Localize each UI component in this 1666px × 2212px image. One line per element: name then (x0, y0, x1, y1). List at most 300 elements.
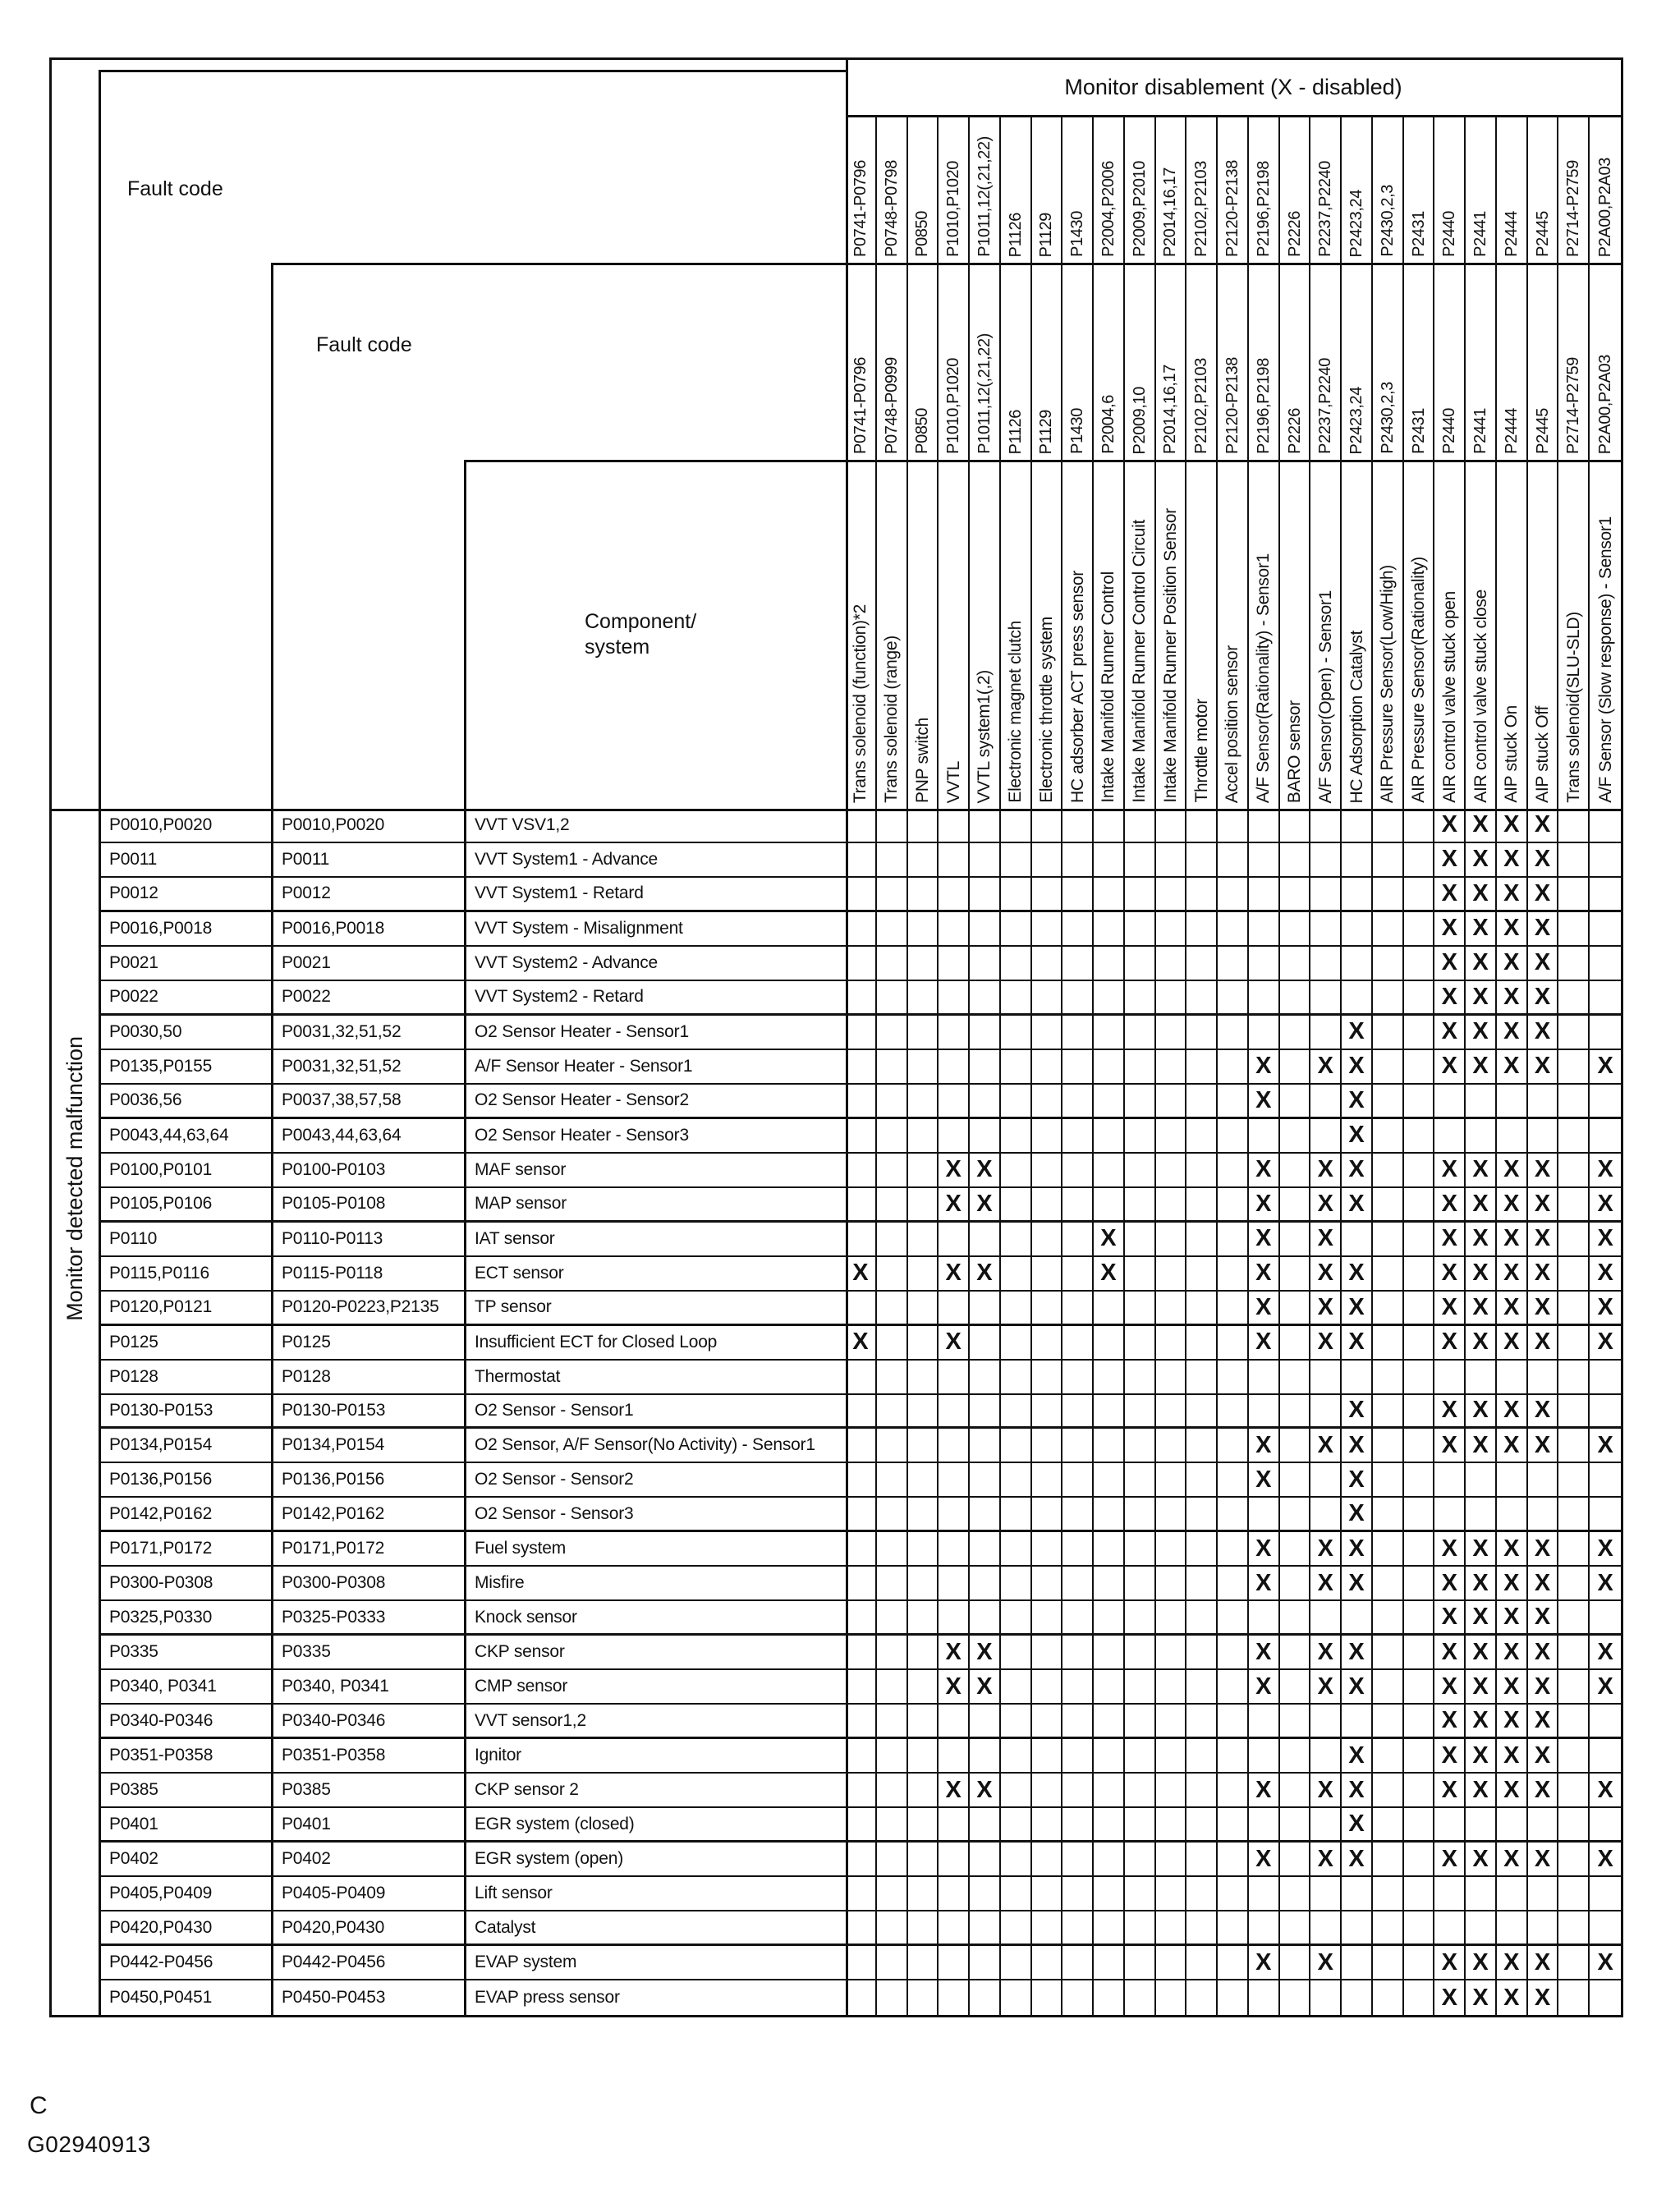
monitor-cell (1156, 1188, 1187, 1223)
monitor-cell (1032, 809, 1063, 843)
monitor-cell (1032, 981, 1063, 1016)
fault-code-2-cell: P0450-P0453 (282, 1988, 386, 2007)
disabled-x-mark: X (1310, 1223, 1342, 1257)
monitor-cell (1156, 843, 1187, 878)
disabled-x-mark: X (1434, 1774, 1466, 1808)
monitor-cell (1218, 1911, 1249, 1946)
monitor-cell (1249, 878, 1280, 912)
disabled-x-mark: X (1342, 1326, 1373, 1361)
monitor-cell (908, 1636, 939, 1670)
monitor-component-header-label: VVTL system1(,2) (975, 669, 994, 803)
disabled-x-mark: X (1590, 1532, 1621, 1567)
monitor-cell (877, 1154, 908, 1188)
monitor-cell (1094, 1085, 1125, 1119)
monitor-cell (877, 1911, 908, 1946)
monitor-cell (1218, 1532, 1249, 1567)
monitor-cell (1310, 1498, 1342, 1532)
fault-code-1-cell: P0021 (99, 947, 271, 981)
monitor-cell (1280, 1361, 1311, 1395)
monitor-cell (1125, 1463, 1156, 1498)
monitor-cell (970, 1705, 1001, 1739)
monitor-cell (1558, 1188, 1590, 1223)
monitor-cell (1280, 1567, 1311, 1601)
disabled-x-mark: X (1310, 1843, 1342, 1877)
monitor-cell (908, 1223, 939, 1257)
monitor-cell (846, 1601, 877, 1636)
fault-code-1-cell: P0110 (99, 1223, 271, 1257)
disabled-x-mark: X (1466, 1292, 1497, 1326)
monitor-cell (908, 947, 939, 981)
fault-code-2-cell: P0031,32,51,52 (271, 1016, 464, 1050)
monitor-cell (1125, 1395, 1156, 1430)
monitor-cell (1373, 1016, 1404, 1050)
monitor-cell (1218, 1429, 1249, 1463)
monitor-cell (1156, 1050, 1187, 1085)
monitor-cell (970, 1877, 1001, 1911)
monitor-cell (1125, 1911, 1156, 1946)
monitor-cell (1094, 1395, 1125, 1430)
monitor-cell (846, 1463, 877, 1498)
disabled-x-mark: X (1310, 1050, 1342, 1085)
monitor-cell (1373, 1292, 1404, 1326)
monitor-cell (1032, 1946, 1063, 1980)
disabled-x-mark: X (1590, 1326, 1621, 1361)
monitor-cell (939, 1705, 970, 1739)
disabled-x-mark: X (939, 1670, 970, 1705)
fault-code-2-cell: P0385 (271, 1774, 464, 1808)
monitor-cell (1125, 1257, 1156, 1292)
monitor-cell (970, 1050, 1001, 1085)
monitor-cell (1404, 1946, 1435, 1980)
disabled-x-mark: X (1497, 1050, 1528, 1085)
monitor-cell (846, 1739, 877, 1774)
monitor-code-header-row1-label: P1011,12(,21,22) (975, 136, 994, 257)
disabled-x-mark: X (1342, 1016, 1373, 1050)
monitor-cell (1310, 1601, 1342, 1636)
monitor-cell (1001, 1154, 1032, 1188)
monitor-cell (908, 1257, 939, 1292)
monitor-cell (1249, 947, 1280, 981)
disabled-x-mark: X (1466, 1429, 1497, 1463)
monitor-cell (939, 1877, 970, 1911)
monitor-cell (1032, 1188, 1063, 1223)
monitor-cell (846, 1395, 877, 1430)
monitor-cell (1497, 1085, 1528, 1119)
monitor-cell (939, 1223, 970, 1257)
grid-line (846, 60, 848, 2015)
monitor-code-header-row1 (1156, 115, 1187, 263)
monitor-cell (970, 1292, 1001, 1326)
fault-code-2-cell: P0335 (271, 1636, 464, 1670)
monitor-cell (1310, 878, 1342, 912)
fault-code-1-cell: P0130-P0153 (99, 1395, 271, 1430)
monitor-cell (1342, 1361, 1373, 1395)
disabled-x-mark: X (1249, 1188, 1280, 1223)
monitor-component-header (1373, 460, 1404, 809)
monitor-code-header-row2 (1404, 263, 1435, 460)
monitor-cell (970, 1498, 1001, 1532)
monitor-component-header (1125, 460, 1156, 809)
monitor-cell (1342, 981, 1373, 1016)
disabled-x-mark: X (1466, 947, 1497, 981)
disabled-x-mark: X (1094, 1257, 1125, 1292)
disabled-x-mark: X (1249, 1567, 1280, 1601)
monitor-cell (1156, 1808, 1187, 1843)
fault-code-2-cell: P0142,P0162 (271, 1498, 464, 1532)
monitor-component-header (1094, 460, 1125, 809)
disabled-x-mark: X (1434, 843, 1466, 878)
disabled-x-mark: X (1590, 1946, 1621, 1980)
monitor-cell (1310, 1361, 1342, 1395)
monitor-cell (1062, 1016, 1094, 1050)
component-cell: CKP sensor 2 (464, 1774, 846, 1808)
monitor-code-header-row1-label: P2431 (1409, 211, 1428, 257)
monitor-cell (1218, 1361, 1249, 1395)
monitor-cell (1280, 809, 1311, 843)
disabled-x-mark: X (1249, 1636, 1280, 1670)
monitor-cell (1218, 1119, 1249, 1154)
monitor-cell (1497, 1877, 1528, 1911)
monitor-cell (1156, 1429, 1187, 1463)
monitor-cell (1186, 1154, 1218, 1188)
disabled-x-mark: X (1466, 1670, 1497, 1705)
monitor-cell (939, 1085, 970, 1119)
monitor-cell (939, 1567, 970, 1601)
monitor-cell (1032, 947, 1063, 981)
disabled-x-mark: X (1466, 1188, 1497, 1223)
monitor-disablement-table (49, 57, 1623, 2017)
monitor-cell (1404, 1154, 1435, 1188)
monitor-cell (1062, 1670, 1094, 1705)
fault-code-1-cell: P0385 (99, 1774, 271, 1808)
monitor-cell (1218, 1463, 1249, 1498)
monitor-cell (908, 1980, 939, 2015)
monitor-cell (1156, 1498, 1187, 1532)
disabled-x-mark: X (846, 1326, 877, 1361)
monitor-cell (846, 1532, 877, 1567)
monitor-component-header-label: A/F Sensor(Rationality) - Sensor1 (1254, 553, 1274, 803)
monitor-cell (1342, 1223, 1373, 1257)
monitor-cell (1590, 1705, 1621, 1739)
monitor-cell (939, 1050, 970, 1085)
monitor-cell (846, 981, 877, 1016)
fault-code-1-cell: P0171,P0172 (99, 1532, 271, 1567)
monitor-cell (908, 1395, 939, 1430)
monitor-cell (1558, 1361, 1590, 1395)
disabled-x-mark: X (1590, 1050, 1621, 1085)
disabled-x-mark: X (1528, 981, 1559, 1016)
disabled-x-mark: X (1590, 1257, 1621, 1292)
grid-line (52, 809, 1621, 811)
monitor-code-header-row1 (1186, 115, 1218, 263)
monitor-cell (1001, 1050, 1032, 1085)
monitor-cell (970, 1532, 1001, 1567)
monitor-code-header-row1 (1032, 115, 1063, 263)
monitor-cell (970, 1601, 1001, 1636)
monitor-cell (1125, 1877, 1156, 1911)
monitor-component-header (1434, 460, 1466, 809)
fault-code-2-cell: P0115-P0118 (271, 1257, 464, 1292)
monitor-cell (908, 1601, 939, 1636)
monitor-cell (1062, 1808, 1094, 1843)
monitor-cell (1590, 1601, 1621, 1636)
monitor-cell (846, 1361, 877, 1395)
monitor-cell (939, 1601, 970, 1636)
monitor-cell (1404, 1223, 1435, 1257)
monitor-code-header-row2-label: P2009,10 (1130, 386, 1149, 454)
disabled-x-mark: X (1528, 1223, 1559, 1257)
disabled-x-mark: X (1342, 1188, 1373, 1223)
fault-code-1-cell: P0402 (99, 1843, 271, 1877)
monitor-cell (1249, 1119, 1280, 1154)
monitor-cell (1156, 1567, 1187, 1601)
disabled-x-mark: X (1249, 1292, 1280, 1326)
disabled-x-mark: X (1466, 1636, 1497, 1670)
monitor-code-header-row2-label: P2102,P2103 (1192, 358, 1211, 454)
disabled-x-mark: X (1497, 1016, 1528, 1050)
monitor-cell (877, 1326, 908, 1361)
disabled-x-mark: X (1466, 1326, 1497, 1361)
monitor-cell (846, 1808, 877, 1843)
fault-code-2-cell: P0136,P0156 (271, 1463, 464, 1498)
monitor-cell (939, 1463, 970, 1498)
monitor-cell (1373, 1946, 1404, 1980)
monitor-cell (1466, 1498, 1497, 1532)
monitor-cell (1404, 878, 1435, 912)
monitor-code-header-row2-label: P2445 (1533, 408, 1552, 454)
monitor-cell (846, 1946, 877, 1980)
monitor-code-header-row2 (1590, 263, 1621, 460)
monitor-code-header-row2 (1528, 263, 1559, 460)
monitor-cell (877, 1532, 908, 1567)
disabled-x-mark: X (846, 1257, 877, 1292)
monitor-cell (1249, 809, 1280, 843)
fault-code-header-1: Fault code (127, 177, 223, 200)
monitor-code-header-row2 (1062, 263, 1094, 460)
disabled-x-mark: X (1342, 1119, 1373, 1154)
monitor-code-header-row1-label: P2445 (1533, 211, 1552, 257)
monitor-cell (846, 1188, 877, 1223)
monitor-code-header-row1-label: P2423,24 (1347, 189, 1366, 257)
monitor-cell (1032, 1361, 1063, 1395)
monitor-cell (1280, 1808, 1311, 1843)
monitor-cell (1094, 1670, 1125, 1705)
monitor-cell (1001, 1016, 1032, 1050)
monitor-cell (1156, 1705, 1187, 1739)
monitor-code-header-row1 (908, 115, 939, 263)
monitor-cell (846, 1877, 877, 1911)
disabled-x-mark: X (1434, 1601, 1466, 1636)
disabled-x-mark: X (1249, 1843, 1280, 1877)
disabled-x-mark: X (1497, 1567, 1528, 1601)
monitor-component-header-label: VVTL (943, 760, 963, 803)
monitor-component-header (1218, 460, 1249, 809)
monitor-cell (877, 1016, 908, 1050)
monitor-component-header (1528, 460, 1559, 809)
fault-code-1-cell: P0340-P0346 (99, 1705, 271, 1739)
fault-code-1-cell: P0115,P0116 (99, 1257, 271, 1292)
monitor-cell (1032, 1292, 1063, 1326)
monitor-cell (877, 1292, 908, 1326)
monitor-cell (1373, 1463, 1404, 1498)
monitor-cell (1094, 1843, 1125, 1877)
monitor-cell (1001, 1705, 1032, 1739)
monitor-cell (908, 1188, 939, 1223)
monitor-cell (1032, 878, 1063, 912)
monitor-cell (877, 1601, 908, 1636)
monitor-cell (1590, 1016, 1621, 1050)
monitor-code-header-row2-label: P2431 (1409, 408, 1428, 454)
monitor-cell (846, 809, 877, 843)
monitor-cell (970, 912, 1001, 947)
monitor-code-header-row2-label: P2714-P2759 (1564, 357, 1583, 454)
monitor-cell (877, 1808, 908, 1843)
monitor-cell (1186, 1705, 1218, 1739)
monitor-cell (908, 1085, 939, 1119)
monitor-cell (1125, 1705, 1156, 1739)
monitor-cell (877, 1429, 908, 1463)
monitor-cell (1186, 1119, 1218, 1154)
disabled-x-mark: X (1497, 1188, 1528, 1223)
monitor-cell (1280, 1429, 1311, 1463)
monitor-cell (1218, 1946, 1249, 1980)
monitor-cell (1280, 1532, 1311, 1567)
monitor-cell (1590, 1395, 1621, 1430)
monitor-cell (1125, 1601, 1156, 1636)
monitor-cell (1125, 1085, 1156, 1119)
monitor-cell (908, 1670, 939, 1705)
monitor-cell (1280, 1154, 1311, 1188)
monitor-cell (1218, 1567, 1249, 1601)
disabled-x-mark: X (1310, 1567, 1342, 1601)
disabled-x-mark: X (1434, 1532, 1466, 1567)
monitor-cell (1001, 1085, 1032, 1119)
grid-line (846, 115, 1621, 117)
monitor-cell (1062, 1980, 1094, 2015)
disabled-x-mark: X (1310, 1429, 1342, 1463)
monitor-cell (1001, 1257, 1032, 1292)
monitor-cell (1280, 1016, 1311, 1050)
monitor-cell (1342, 912, 1373, 947)
monitor-cell (908, 1429, 939, 1463)
monitor-cell (970, 1361, 1001, 1395)
monitor-cell (1125, 1223, 1156, 1257)
page-mark: C (30, 2092, 48, 2119)
monitor-cell (1062, 1946, 1094, 1980)
monitor-cell (1497, 1463, 1528, 1498)
monitor-cell (1404, 1567, 1435, 1601)
component-cell: MAP sensor (464, 1188, 846, 1223)
monitor-cell (1373, 1532, 1404, 1567)
monitor-cell (1094, 1016, 1125, 1050)
monitor-cell (1404, 1361, 1435, 1395)
monitor-cell (1404, 1016, 1435, 1050)
disabled-x-mark: X (1249, 1946, 1280, 1980)
monitor-cell (1280, 1292, 1311, 1326)
monitor-cell (1373, 1636, 1404, 1670)
monitor-cell (939, 1843, 970, 1877)
monitor-cell (970, 1980, 1001, 2015)
disabled-x-mark: X (1342, 1498, 1373, 1532)
monitor-cell (1404, 947, 1435, 981)
monitor-cell (939, 1429, 970, 1463)
fault-code-1-cell: P0136,P0156 (99, 1463, 271, 1498)
monitor-cell (1249, 1601, 1280, 1636)
monitor-cell (1094, 1429, 1125, 1463)
monitor-cell (1125, 1154, 1156, 1188)
monitor-cell (1062, 1567, 1094, 1601)
monitor-cell (1156, 1361, 1187, 1395)
disabled-x-mark: X (1497, 1532, 1528, 1567)
monitor-cell (1404, 1670, 1435, 1705)
monitor-cell (970, 947, 1001, 981)
monitor-cell (1062, 1188, 1094, 1223)
monitor-cell (1218, 1877, 1249, 1911)
monitor-code-header-row2-label: P1010,P1020 (944, 358, 963, 454)
monitor-cell (1062, 1326, 1094, 1361)
monitor-cell (846, 1705, 877, 1739)
monitor-code-header-row1-label: P2441 (1471, 211, 1490, 257)
disabled-x-mark: X (1342, 1739, 1373, 1774)
monitor-code-header-row1-label: P1430 (1068, 211, 1087, 257)
monitor-cell (1062, 1463, 1094, 1498)
monitor-cell (1186, 1567, 1218, 1601)
disabled-x-mark: X (1094, 1223, 1125, 1257)
monitor-cell (1032, 1636, 1063, 1670)
monitor-component-header (846, 460, 877, 809)
monitor-component-header (1590, 460, 1621, 809)
monitor-cell (1280, 1601, 1311, 1636)
monitor-cell (1032, 1223, 1063, 1257)
monitor-cell (1062, 1739, 1094, 1774)
fault-code-2-cell: P0300-P0308 (271, 1567, 464, 1601)
monitor-code-header-row2 (1156, 263, 1187, 460)
fault-code-1-cell: P0125 (99, 1326, 271, 1361)
monitor-code-header-row1 (1249, 115, 1280, 263)
monitor-cell (1310, 981, 1342, 1016)
monitor-cell (1186, 1361, 1218, 1395)
monitor-cell (1558, 947, 1590, 981)
monitor-cell (908, 1705, 939, 1739)
component-header-line2: system (585, 636, 650, 659)
monitor-cell (1001, 1808, 1032, 1843)
monitor-cell (1032, 1808, 1063, 1843)
monitor-cell (1125, 1532, 1156, 1567)
monitor-cell (1125, 1498, 1156, 1532)
monitor-cell (1249, 1739, 1280, 1774)
monitor-cell (1280, 1843, 1311, 1877)
monitor-cell (877, 1050, 908, 1085)
monitor-cell (1373, 1774, 1404, 1808)
component-cell: O2 Sensor - Sensor2 (464, 1463, 846, 1498)
disabled-x-mark: X (1466, 1843, 1497, 1877)
monitor-cell (1373, 809, 1404, 843)
monitor-cell (1373, 912, 1404, 947)
monitor-component-header (1310, 460, 1342, 809)
component-cell: Thermostat (464, 1361, 846, 1395)
monitor-cell (1001, 1774, 1032, 1808)
disabled-x-mark: X (1497, 1980, 1528, 2015)
monitor-cell (1094, 1808, 1125, 1843)
monitor-cell (1218, 912, 1249, 947)
monitor-cell (1125, 809, 1156, 843)
monitor-code-header-row2 (1497, 263, 1528, 460)
monitor-code-header-row2-label: P1129 (1037, 409, 1056, 454)
monitor-cell (1373, 1670, 1404, 1705)
fault-code-1-cell: P0100,P0101 (99, 1154, 271, 1188)
component-cell: EVAP system (464, 1946, 846, 1980)
monitor-cell (1094, 1532, 1125, 1567)
